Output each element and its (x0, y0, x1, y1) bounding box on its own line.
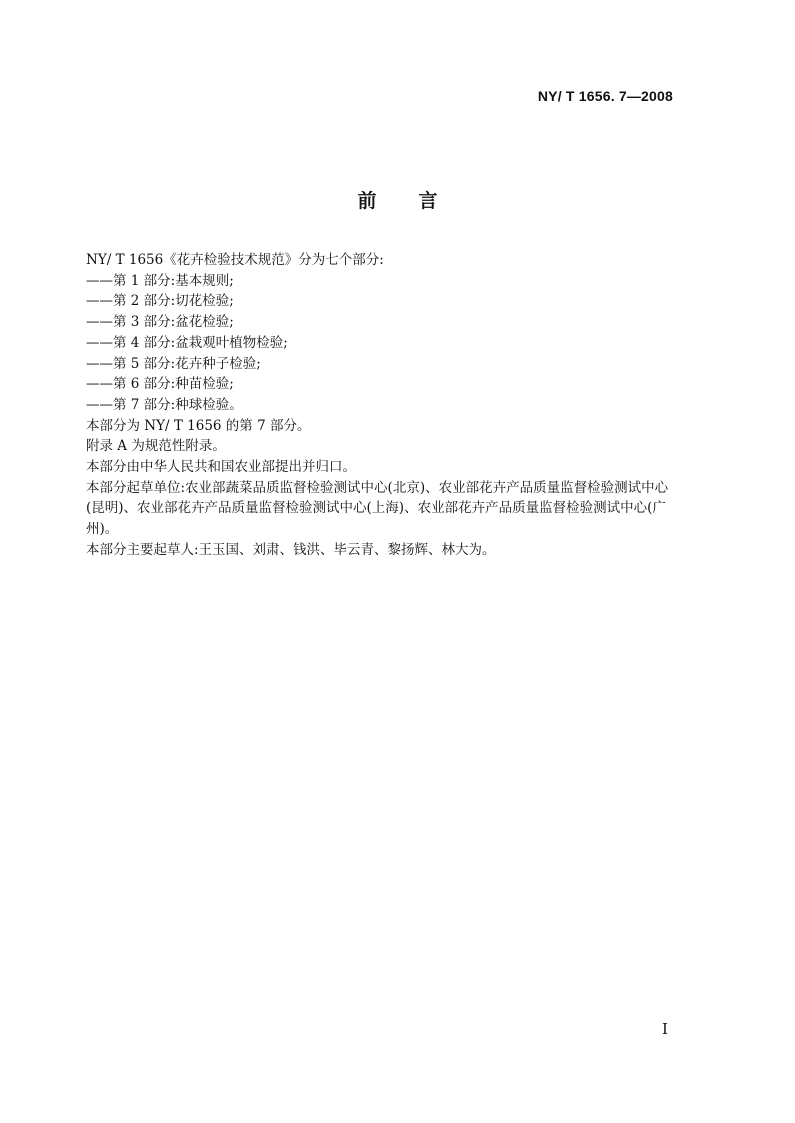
part-4-item: ——第 4 部分:盆栽观叶植物检验; (86, 334, 288, 351)
part-3-item: ——第 3 部分:盆花检验; (86, 314, 234, 331)
page-number: I (662, 1020, 668, 1038)
part-7-item: ——第 7 部分:种球检验。 (86, 396, 243, 413)
drafting-units-paragraph: 本部分起草单位:农业部蔬菜品质监督检验测试中心(北京)、农业部花卉产品质量监督检验测试中心(昆明)、农业部花卉产品质量监督检验测试中心(上海)、农业部花卉产品质量监督检验测试中心(广州)。 (86, 479, 669, 538)
part-6-item: ——第 6 部分:种苗检验; (86, 376, 234, 393)
proposer-statement: 本部分由中华人民共和国农业部提出并归口。 (86, 459, 356, 476)
foreword-body (86, 250, 686, 561)
part-1-item: ——第 1 部分:基本规则; (86, 272, 234, 289)
this-part-statement: 本部分为 NY/ T 1656 的第 7 部分。 (86, 417, 311, 434)
part-5-item: ——第 5 部分:花卉种子检验; (86, 355, 261, 372)
annex-statement: 附录 A 为规范性附录。 (86, 438, 226, 455)
standard-number: NY/ T 1656. 7—2008 (537, 88, 673, 104)
part-2-item: ——第 2 部分:切花检验; (86, 293, 234, 310)
intro-line: NY/ T 1656《花卉检验技术规范》分为七个部分: (86, 252, 384, 268)
drafters-statement: 本部分主要起草人:王玉国、刘肃、钱洪、毕云青、黎扬辉、林大为。 (86, 541, 496, 558)
page-title: 前言 (357, 190, 480, 212)
